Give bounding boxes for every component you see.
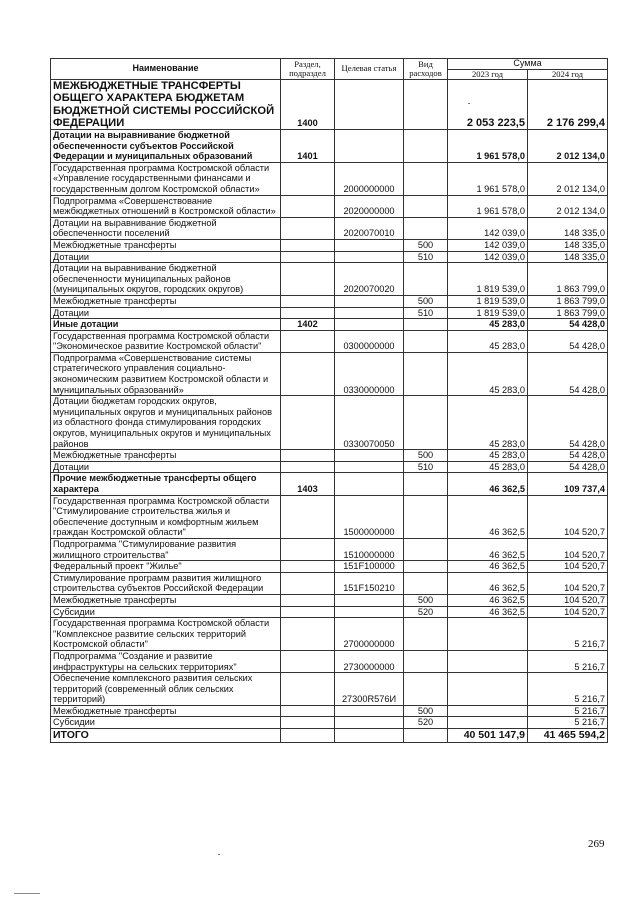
row-name-cell: Иные дотации — [51, 319, 281, 331]
row-section-cell — [281, 572, 335, 594]
row-section-cell — [281, 673, 335, 706]
row-sum-2023-cell: 2 053 223,5 — [448, 80, 528, 130]
row-sum-2023-cell: 46 362,5 — [448, 606, 528, 618]
row-type-cell — [404, 538, 448, 560]
row-target-cell — [335, 319, 404, 331]
row-section-cell — [281, 251, 335, 263]
row-type-cell: 520 — [404, 606, 448, 618]
budget-table — [50, 58, 608, 743]
row-sum-2024-cell: 5 216,7 — [528, 673, 608, 706]
row-sum-2024-cell: 109 737,4 — [528, 473, 608, 495]
table-row — [51, 673, 608, 706]
row-type-cell — [404, 618, 448, 651]
row-sum-2024-cell: 54 428,0 — [528, 319, 608, 331]
row-section-cell — [281, 705, 335, 717]
row-sum-2023-cell: 142 039,0 — [448, 251, 528, 263]
row-sum-2024-cell: 148 335,0 — [528, 239, 608, 251]
row-name-cell: Подпрограмма «Совершенствование межбюджетных отношений в Костромской области» — [51, 195, 281, 217]
table-row — [51, 618, 608, 651]
row-sum-2024-cell: 54 428,0 — [528, 330, 608, 352]
table-row — [51, 263, 608, 296]
row-sum-2023-cell: 1 961 578,0 — [448, 162, 528, 195]
row-sum-2023-cell — [448, 673, 528, 706]
row-name-cell: Дотации на выравнивание бюджетной обеспеченности муниципальных районов (муниципальных округов, городских округов) — [51, 263, 281, 296]
budget-table-sheet — [50, 58, 607, 743]
row-type-cell — [404, 80, 448, 130]
row-name-cell: Межбюджетные трансферты — [51, 295, 281, 307]
row-name-cell: Субсидии — [51, 606, 281, 618]
row-name-cell: Государственная программа Костромской области "Экономическое развитие Костромской области" — [51, 330, 281, 352]
row-sum-2023-cell: 46 362,5 — [448, 473, 528, 495]
row-name-cell: Дотации на выравнивание бюджетной обеспеченности субъектов Российской Федерации и муниципальных образований — [51, 130, 281, 163]
table-row — [51, 473, 608, 495]
row-sum-2023-cell: 142 039,0 — [448, 217, 528, 239]
row-section-cell — [281, 606, 335, 618]
row-type-cell: 500 — [404, 594, 448, 606]
row-name-cell: Федеральный проект "Жилье" — [51, 561, 281, 573]
row-section-cell — [281, 396, 335, 450]
row-section-cell — [281, 263, 335, 296]
row-sum-2024-cell: 2 012 134,0 — [528, 130, 608, 163]
scan-speck — [468, 103, 470, 104]
row-section-cell: 1402 — [281, 319, 335, 331]
row-name-cell: Межбюджетные трансферты — [51, 239, 281, 251]
row-sum-2024-cell: 104 520,7 — [528, 538, 608, 560]
row-target-cell — [335, 80, 404, 130]
header-name: Наименование — [51, 59, 281, 80]
total-sum-2024: 41 465 594,2 — [528, 729, 608, 743]
row-target-cell — [335, 130, 404, 163]
row-sum-2024-cell: 5 216,7 — [528, 650, 608, 672]
row-sum-2023-cell: 46 362,5 — [448, 561, 528, 573]
row-type-cell: 520 — [404, 717, 448, 729]
row-section-cell — [281, 352, 335, 395]
row-target-cell — [335, 606, 404, 618]
row-sum-2024-cell: 5 216,7 — [528, 705, 608, 717]
table-row — [51, 572, 608, 594]
row-sum-2024-cell: 54 428,0 — [528, 450, 608, 462]
table-row — [51, 319, 608, 331]
table-row — [51, 217, 608, 239]
row-target-cell: 1510000000 — [335, 538, 404, 560]
row-sum-2023-cell: 45 283,0 — [448, 319, 528, 331]
row-type-cell: 510 — [404, 307, 448, 319]
page-number: 269 — [588, 838, 605, 850]
row-name-cell: Межбюджетные трансферты — [51, 450, 281, 462]
table-row — [51, 130, 608, 163]
table-row — [51, 251, 608, 263]
row-name-cell: Государственная программа Костромской области "Комплексное развитие сельских территорий Костромской области" — [51, 618, 281, 651]
row-section-cell — [281, 217, 335, 239]
total-row — [51, 729, 608, 743]
row-sum-2023-cell: 1 819 539,0 — [448, 307, 528, 319]
row-sum-2024-cell: 104 520,7 — [528, 606, 608, 618]
row-type-cell — [404, 263, 448, 296]
row-target-cell: 151F150210 — [335, 572, 404, 594]
row-name-cell: Государственная программа Костромской области "Стимулирование строительства жилья и обеспечение доступным и комфортным жильем граждан Костромской области" — [51, 495, 281, 538]
header-target: Целевая статья — [335, 59, 404, 80]
row-type-cell: 500 — [404, 705, 448, 717]
row-target-cell: 2700000000 — [335, 618, 404, 651]
row-sum-2023-cell: 1 961 578,0 — [448, 195, 528, 217]
table-row — [51, 396, 608, 450]
row-sum-2024-cell: 2 176 299,4 — [528, 80, 608, 130]
row-section-cell — [281, 650, 335, 672]
row-type-cell: 500 — [404, 239, 448, 251]
row-sum-2023-cell: 45 283,0 — [448, 450, 528, 462]
row-type-cell — [404, 473, 448, 495]
row-type-cell — [404, 673, 448, 706]
row-name-cell: Дотации на выравнивание бюджетной обеспеченности поселений — [51, 217, 281, 239]
table-row — [51, 80, 608, 130]
row-sum-2023-cell: 45 283,0 — [448, 352, 528, 395]
row-name-cell: Межбюджетные трансферты — [51, 594, 281, 606]
row-target-cell — [335, 307, 404, 319]
row-target-cell — [335, 450, 404, 462]
total-label: ИТОГО — [51, 729, 281, 743]
row-name-cell: Субсидии — [51, 717, 281, 729]
total-target-cell — [335, 729, 404, 743]
row-section-cell — [281, 538, 335, 560]
row-sum-2024-cell: 54 428,0 — [528, 352, 608, 395]
row-sum-2024-cell: 2 012 134,0 — [528, 195, 608, 217]
row-type-cell — [404, 217, 448, 239]
row-sum-2023-cell: 45 283,0 — [448, 330, 528, 352]
row-section-cell: 1403 — [281, 473, 335, 495]
row-name-cell: Подпрограмма "Стимулирование развития жилищного строительства" — [51, 538, 281, 560]
row-target-cell — [335, 295, 404, 307]
row-type-cell — [404, 561, 448, 573]
row-sum-2024-cell: 5 216,7 — [528, 618, 608, 651]
row-sum-2024-cell: 1 863 799,0 — [528, 263, 608, 296]
row-sum-2023-cell — [448, 618, 528, 651]
row-name-cell: Стимулирование программ развития жилищного строительства субъектов Российской Федерации — [51, 572, 281, 594]
header-sum: Сумма — [448, 59, 608, 70]
table-row — [51, 239, 608, 251]
table-row — [51, 352, 608, 395]
row-type-cell — [404, 162, 448, 195]
row-target-cell: 2000000000 — [335, 162, 404, 195]
row-target-cell: 151F100000 — [335, 561, 404, 573]
row-sum-2024-cell: 148 335,0 — [528, 217, 608, 239]
row-sum-2024-cell: 1 863 799,0 — [528, 295, 608, 307]
row-name-cell: Межбюджетные трансферты — [51, 705, 281, 717]
table-row — [51, 450, 608, 462]
table-row — [51, 594, 608, 606]
row-sum-2024-cell: 54 428,0 — [528, 396, 608, 450]
row-sum-2023-cell: 46 362,5 — [448, 495, 528, 538]
row-target-cell — [335, 251, 404, 263]
table-row — [51, 162, 608, 195]
row-sum-2024-cell: 104 520,7 — [528, 572, 608, 594]
table-row — [51, 705, 608, 717]
row-target-cell — [335, 473, 404, 495]
row-sum-2024-cell: 54 428,0 — [528, 461, 608, 473]
row-target-cell — [335, 705, 404, 717]
row-section-cell — [281, 450, 335, 462]
row-name-cell: Прочие межбюджетные трансферты общего характера — [51, 473, 281, 495]
row-section-cell — [281, 307, 335, 319]
row-sum-2023-cell: 1 961 578,0 — [448, 130, 528, 163]
row-section-cell: 1401 — [281, 130, 335, 163]
table-row — [51, 330, 608, 352]
header-row-top — [51, 59, 608, 70]
row-name-cell: МЕЖБЮДЖЕТНЫЕ ТРАНСФЕРТЫ ОБЩЕГО ХАРАКТЕРА БЮДЖЕТАМ БЮДЖЕТНОЙ СИСТЕМЫ РОССИЙСКОЙ ФЕДЕРАЦИИ — [51, 80, 281, 130]
row-sum-2024-cell: 5 216,7 — [528, 717, 608, 729]
row-sum-2023-cell: 1 819 539,0 — [448, 263, 528, 296]
row-sum-2024-cell: 104 520,7 — [528, 495, 608, 538]
table-row — [51, 307, 608, 319]
table-row — [51, 495, 608, 538]
row-target-cell: 2020000000 — [335, 195, 404, 217]
row-name-cell: Дотации бюджетам городских округов, муниципальных округов и муниципальных районов из областного фонда стимулирования городских округов, муниципальных округов и муниципальных районов — [51, 396, 281, 450]
header-section: Раздел, подраздел — [281, 59, 335, 80]
row-section-cell — [281, 330, 335, 352]
row-type-cell — [404, 195, 448, 217]
row-target-cell: 2020070020 — [335, 263, 404, 296]
row-target-cell: 0330070050 — [335, 396, 404, 450]
table-row — [51, 538, 608, 560]
row-sum-2023-cell: 45 283,0 — [448, 396, 528, 450]
row-name-cell: Подпрограмма "Создание и развитие инфраструктуры на сельских территориях" — [51, 650, 281, 672]
row-section-cell — [281, 717, 335, 729]
total-section-cell — [281, 729, 335, 743]
row-section-cell — [281, 195, 335, 217]
row-type-cell — [404, 130, 448, 163]
row-type-cell — [404, 319, 448, 331]
row-type-cell — [404, 572, 448, 594]
row-type-cell — [404, 650, 448, 672]
row-name-cell: Обеспечение комплексного развития сельских территорий (современный облик сельских территорий) — [51, 673, 281, 706]
header-year-2023: 2023 год — [448, 69, 528, 80]
table-body — [51, 80, 608, 743]
header-type: Вид расходов — [404, 59, 448, 80]
table-row — [51, 606, 608, 618]
row-name-cell: Государственная программа Костромской области «Управление государственными финансами и государственным долгом Костромской области» — [51, 162, 281, 195]
row-name-cell: Дотации — [51, 251, 281, 263]
row-target-cell: 0300000000 — [335, 330, 404, 352]
row-target-cell: 2020070010 — [335, 217, 404, 239]
row-target-cell: 0330000000 — [335, 352, 404, 395]
row-sum-2023-cell: 46 362,5 — [448, 538, 528, 560]
row-section-cell — [281, 162, 335, 195]
row-sum-2024-cell: 148 335,0 — [528, 251, 608, 263]
row-target-cell: 27300R576И — [335, 673, 404, 706]
row-name-cell: Дотации — [51, 461, 281, 473]
row-target-cell: 1500000000 — [335, 495, 404, 538]
row-type-cell — [404, 495, 448, 538]
row-section-cell — [281, 239, 335, 251]
row-target-cell — [335, 594, 404, 606]
header-year-2024: 2024 год — [528, 69, 608, 80]
row-sum-2023-cell — [448, 650, 528, 672]
table-row — [51, 561, 608, 573]
row-sum-2023-cell — [448, 705, 528, 717]
row-type-cell — [404, 330, 448, 352]
row-sum-2024-cell: 104 520,7 — [528, 561, 608, 573]
row-target-cell — [335, 239, 404, 251]
row-section-cell — [281, 594, 335, 606]
total-sum-2023: 40 501 147,9 — [448, 729, 528, 743]
row-sum-2024-cell: 2 012 134,0 — [528, 162, 608, 195]
table-row — [51, 295, 608, 307]
scan-mark — [14, 893, 40, 894]
row-type-cell — [404, 396, 448, 450]
row-type-cell: 510 — [404, 461, 448, 473]
row-section-cell: 1400 — [281, 80, 335, 130]
row-type-cell: 500 — [404, 450, 448, 462]
row-target-cell — [335, 461, 404, 473]
row-name-cell: Подпрограмма «Совершенствование системы стратегического управления социально-экономическим развитием Костромской области и муниципальных образований» — [51, 352, 281, 395]
row-section-cell — [281, 561, 335, 573]
table-row — [51, 195, 608, 217]
total-type-cell — [404, 729, 448, 743]
row-section-cell — [281, 461, 335, 473]
row-sum-2023-cell: 46 362,5 — [448, 594, 528, 606]
row-section-cell — [281, 495, 335, 538]
row-sum-2023-cell — [448, 717, 528, 729]
row-section-cell — [281, 295, 335, 307]
row-sum-2023-cell: 45 283,0 — [448, 461, 528, 473]
row-sum-2024-cell: 1 863 799,0 — [528, 307, 608, 319]
table-row — [51, 461, 608, 473]
row-target-cell: 2730000000 — [335, 650, 404, 672]
row-target-cell — [335, 717, 404, 729]
row-type-cell — [404, 352, 448, 395]
table-row — [51, 650, 608, 672]
row-name-cell: Дотации — [51, 307, 281, 319]
row-type-cell: 510 — [404, 251, 448, 263]
scan-speck — [218, 854, 220, 855]
row-sum-2023-cell: 46 362,5 — [448, 572, 528, 594]
row-section-cell — [281, 618, 335, 651]
row-type-cell: 500 — [404, 295, 448, 307]
row-sum-2023-cell: 1 819 539,0 — [448, 295, 528, 307]
row-sum-2023-cell: 142 039,0 — [448, 239, 528, 251]
table-row — [51, 717, 608, 729]
row-sum-2024-cell: 104 520,7 — [528, 594, 608, 606]
